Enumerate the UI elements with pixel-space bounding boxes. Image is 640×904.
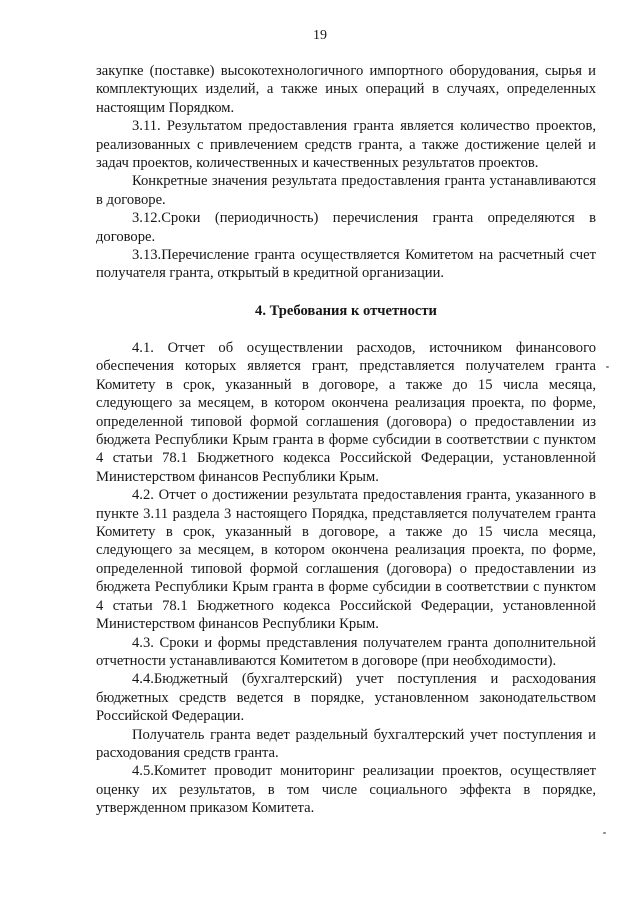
paragraph-4-3: 4.3. Сроки и формы представления получателем гранта дополнительной отчетности устанавливаются Комитетом в договоре (при необходимости). bbox=[96, 634, 596, 669]
paragraphs-top bbox=[96, 62, 596, 283]
paragraph-3-11: 3.11. Результатом предоставления гранта является количество проектов, реализованных с привлечением средств гранта, а также достижение целей и задач проектов, количественных и качественных результатов проектов. bbox=[96, 118, 596, 172]
paragraph-4-4-separate: Получатель гранта ведет раздельный бухгалтерский учет поступления и расходования средств гранта. bbox=[96, 726, 596, 761]
page-number: 19 bbox=[313, 28, 327, 43]
paragraph-3-11-values: Конкретные значения результата предоставления гранта устанавливаются в договоре. bbox=[96, 173, 596, 208]
scan-speck bbox=[606, 366, 609, 368]
paragraph-3-13: 3.13.Перечисление гранта осуществляется Комитетом на расчетный счет получателя гранта, открытый в кредитной организации. bbox=[96, 247, 596, 282]
paragraph-4-5: 4.5.Комитет проводит мониторинг реализации проектов, осуществляет оценку их результатов, в том числе социального эффекта в порядке, утвержденном приказом Комитета. bbox=[96, 763, 596, 817]
scan-speck bbox=[603, 832, 606, 834]
paragraph-4-4: 4.4.Бюджетный (бухгалтерский) учет поступления и расходования бюджетных средств ведется в порядке, установленном законодательством Российской Федерации. bbox=[96, 671, 596, 725]
paragraphs-bottom bbox=[96, 339, 596, 818]
section-heading: 4. Требования к отчетности bbox=[255, 303, 437, 319]
section-heading-block bbox=[96, 302, 596, 320]
paragraph-4-1: 4.1. Отчет об осуществлении расходов, источником финансового обеспечения которых является грант, представляется получателем гранта Комитету в срок, указанный в договоре, а также до 15 числа месяца, следующего за месяцем, в котором окончена реализация проекта, по форме, определенной типовой формой соглашения (договора) о предоставлении из бюджета Республики Крым гранта в форме субсидии в соответствии с пунктом 4 статьи 78.1 Бюджетного кодекса Российской Федерации, установленной Министерством финансов Республики Крым. bbox=[96, 340, 596, 485]
paragraph-3-12: 3.12.Сроки (периодичность) перечисления гранта определяются в договоре. bbox=[96, 210, 596, 245]
paragraph-continuation: закупке (поставке) высокотехнологичного импортного оборудования, сырья и комплектующих изделий, а также иных операций в случаях, определенных настоящим Порядком. bbox=[96, 63, 596, 116]
paragraph-4-2: 4.2. Отчет о достижении результата предоставления гранта, указанного в пункте 3.11 раздела 3 настоящего Порядка, представляется получателем гранта Комитету в срок, указанный в договоре, а также до 15 числа месяца, следующего за месяцем, в котором окончена реализация проекта, по форме, определенной типовой формой соглашения (договора) о предоставлении из бюджета Республики Крым гранта в форме субсидии в соответствии с пунктом 4 статьи 78.1 Бюджетного кодекса Российской Федерации, установленной Министерством финансов Республики Крым. bbox=[96, 487, 596, 633]
